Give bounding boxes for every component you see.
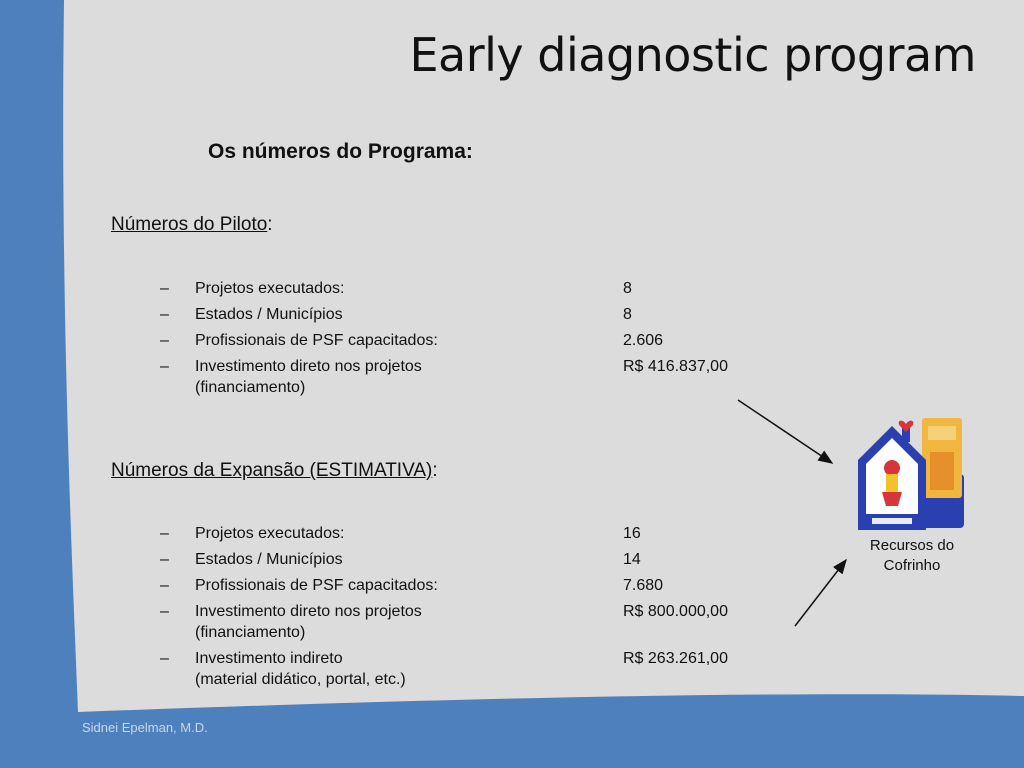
item-label-detail: (material didático, portal, etc.) <box>195 671 406 688</box>
dash-bullet: – <box>160 650 169 667</box>
item-value: 8 <box>623 306 632 323</box>
item-label: Profissionais de PSF capacitados: <box>195 577 438 594</box>
caption-line-2: Cofrinho <box>883 557 941 574</box>
dash-bullet: – <box>160 525 169 542</box>
item-value: R$ 800.000,00 <box>623 603 728 620</box>
item-label: Estados / Municípios <box>195 306 343 323</box>
item-value: R$ 263.261,00 <box>623 650 728 667</box>
dash-bullet: – <box>160 577 169 594</box>
pilot-heading-text: Números do Piloto <box>111 214 268 235</box>
item-label: Investimento direto nos projetos <box>195 603 422 620</box>
expansion-heading-text: Números da Expansão (ESTIMATIVA) <box>111 460 433 481</box>
item-label: Investimento direto nos projetos <box>195 358 422 375</box>
item-value: 8 <box>623 280 632 297</box>
dash-bullet: – <box>160 306 169 323</box>
dash-bullet: – <box>160 551 169 568</box>
item-value: 16 <box>623 525 641 542</box>
dash-bullet: – <box>160 358 169 375</box>
dash-bullet: – <box>160 332 169 349</box>
item-label: Projetos executados: <box>195 525 345 542</box>
footer-author: Sidnei Epelman, M.D. <box>82 720 208 735</box>
arrow-to-image-bottom <box>795 560 846 626</box>
item-value: R$ 416.837,00 <box>623 358 728 375</box>
item-label-detail: (financiamento) <box>195 379 306 396</box>
pilot-heading-colon: : <box>267 214 273 235</box>
item-label: Projetos executados: <box>195 280 345 297</box>
item-value: 2.606 <box>623 332 664 349</box>
item-label: Investimento indireto <box>195 650 343 667</box>
slide-title: Early diagnostic program <box>409 28 976 82</box>
item-label-detail: (financiamento) <box>195 624 306 641</box>
dash-bullet: – <box>160 280 169 297</box>
item-label: Profissionais de PSF capacitados: <box>195 332 438 349</box>
dash-bullet: – <box>160 603 169 620</box>
caption-line-1: Recursos do <box>869 537 955 554</box>
expansion-heading-colon: : <box>432 460 438 481</box>
slide-subtitle: Os números do Programa: <box>208 140 473 163</box>
arrow-to-image-top <box>738 400 832 463</box>
item-value: 7.680 <box>623 577 664 594</box>
item-label: Estados / Municípios <box>195 551 343 568</box>
collection-box-image <box>852 412 968 534</box>
image-caption <box>848 536 976 576</box>
item-value: 14 <box>623 551 641 568</box>
